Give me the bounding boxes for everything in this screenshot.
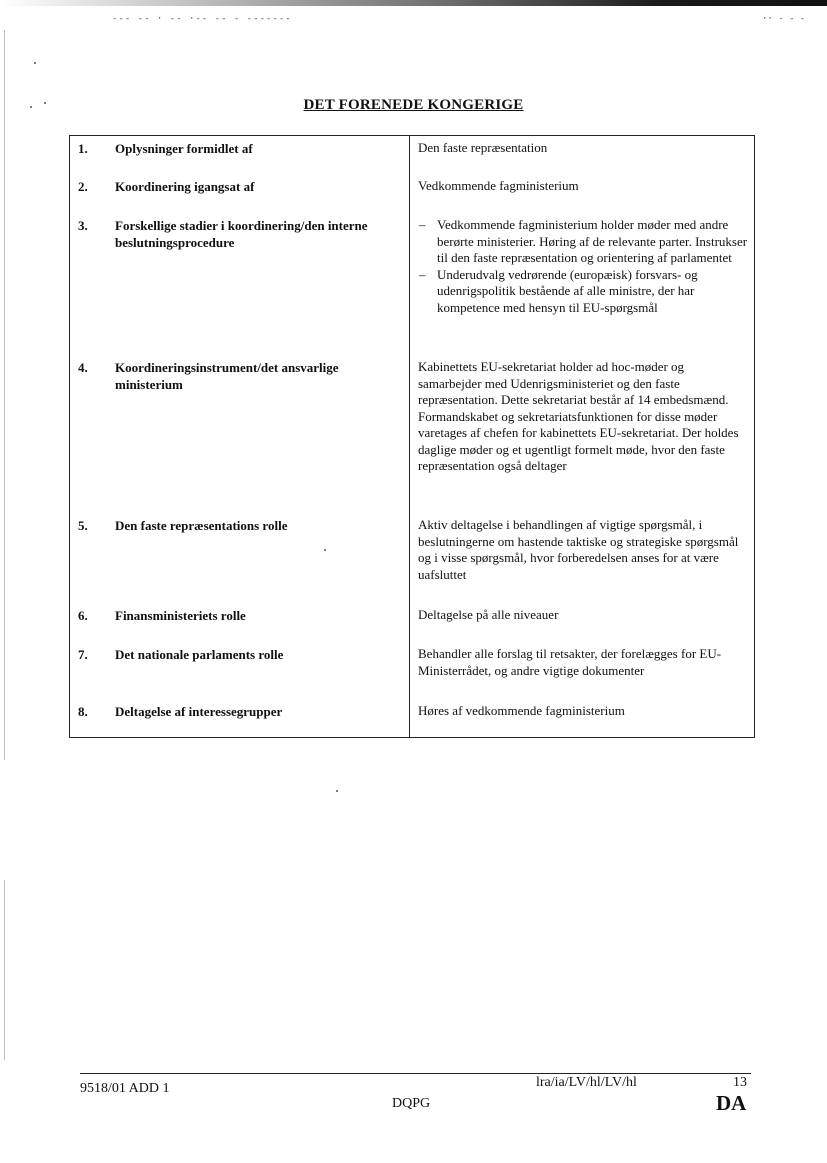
row-value: Deltagelse på alle niveauer bbox=[418, 607, 559, 622]
row-number: 6. bbox=[78, 608, 88, 623]
row-label: Det nationale parlaments rolle bbox=[115, 647, 284, 662]
row-label: Oplysninger formidlet af bbox=[115, 141, 253, 156]
row-value: Kabinettets EU-sekretariat holder ad hoc-møder og samarbejder med Udenrigsministeriet og den faste repræsentation. Dette sekretariat består af 14 embedsmænd. Formandskabet og sekretariatsfunktionen for disse møder varetages af chefen for kabinettets EU-sekretariat. Der holdes daglige møder og et ugentligt formelt møde, hvor den faste repræsentation også deltager bbox=[418, 359, 739, 473]
bullet-item bbox=[418, 267, 748, 317]
row-value: Behandler alle forslag til retsakter, der forelægges for EU-Ministerrådet, og andre vigtige dokumenter bbox=[418, 646, 722, 678]
row-number: 3. bbox=[78, 218, 88, 233]
page-number: 13 bbox=[733, 1075, 747, 1090]
fax-transmission-band bbox=[0, 0, 827, 6]
row-label: Forskellige stadier i koordinering/den interne beslutningsprocedure bbox=[115, 218, 368, 250]
row-number: 2. bbox=[78, 179, 88, 194]
author-initials: lra/ia/LV/hl/LV/hl bbox=[536, 1075, 637, 1090]
info-table bbox=[69, 135, 755, 738]
bullet-text: Vedkommende fagministerium holder møder med andre berørte ministerier. Høring af de relevante parter. Instrukser til den faste repræsentation og orientering af parlamentet bbox=[437, 217, 748, 265]
scan-speck bbox=[336, 790, 338, 792]
scan-margin-line-lower bbox=[4, 880, 5, 1060]
document-reference: 9518/01 ADD 1 bbox=[80, 1081, 170, 1096]
row-number: 5. bbox=[78, 518, 88, 533]
row-number: 4. bbox=[78, 360, 88, 375]
row-value: Aktiv deltagelse i behandlingen af vigtige spørgsmål, i beslutningerne om hastende taktiske og strategiske spørgsmål og i visse spørgsmål, hvor forberedelsen anses for at være uafsluttet bbox=[418, 517, 739, 582]
row-number: 7. bbox=[78, 647, 88, 662]
row-label: Den faste repræsentations rolle bbox=[115, 518, 288, 533]
row-value: Vedkommende fagministerium bbox=[418, 178, 579, 193]
dash-marker: – bbox=[419, 266, 426, 282]
department-code: DQPG bbox=[392, 1096, 431, 1111]
fax-header-line: --- -- · -- ·-- -- - ------- bbox=[112, 14, 292, 24]
row-value: Høres af vedkommende fagministerium bbox=[418, 703, 625, 718]
bullet-text: Underudvalg vedrørende (europæisk) forsvars- og udenrigspolitik bestående af alle ministre, der har kompetence med hensyn til EU-spørgsmål bbox=[437, 266, 698, 315]
fax-page-code: ·· - - - bbox=[762, 14, 806, 24]
dash-marker: – bbox=[419, 217, 426, 232]
language-code: DA bbox=[716, 1091, 747, 1115]
row-value: Den faste repræsentation bbox=[418, 140, 548, 155]
bullet-item bbox=[418, 217, 748, 267]
footer-rule bbox=[80, 1073, 751, 1074]
scan-speck bbox=[34, 62, 36, 64]
column-divider bbox=[409, 136, 410, 737]
row-value bbox=[418, 217, 748, 316]
scan-margin-line bbox=[4, 30, 5, 760]
row-label: Finansministeriets rolle bbox=[115, 608, 246, 623]
row-label: Koordineringsinstrument/det ansvarlige ministerium bbox=[115, 360, 339, 392]
bullet-list bbox=[418, 217, 748, 316]
page-title: DET FORENEDE KONGERIGE bbox=[303, 97, 524, 113]
row-number: 8. bbox=[78, 704, 88, 719]
row-label: Deltagelse af interessegrupper bbox=[115, 704, 283, 719]
row-number: 1. bbox=[78, 141, 88, 156]
row-label: Koordinering igangsat af bbox=[115, 179, 255, 194]
